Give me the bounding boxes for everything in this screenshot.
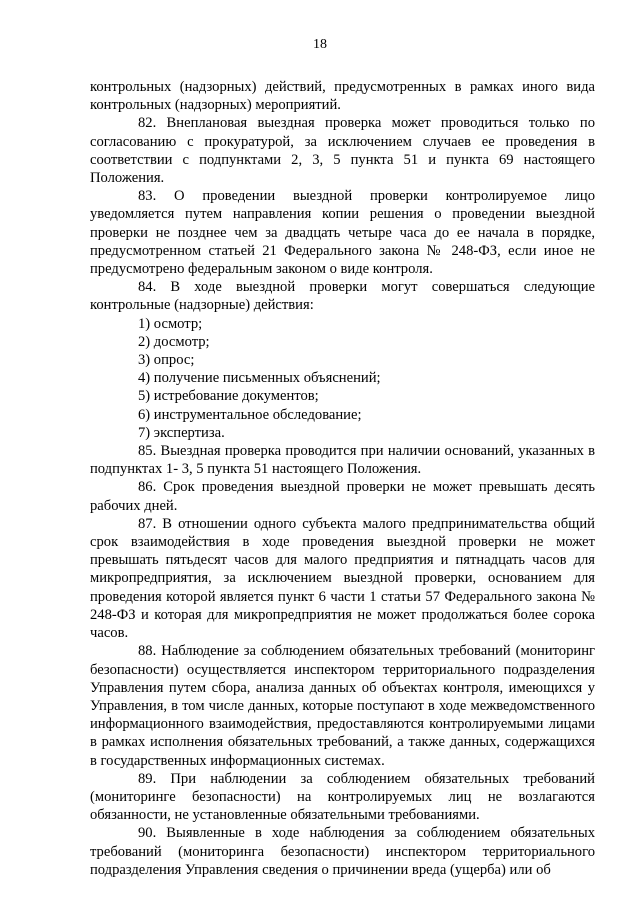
list-item: 7) экспертиза. bbox=[138, 424, 225, 441]
paragraph: 85. Выездная проверка проводится при наличии оснований, указанных в подпунктах 1- 3, 5 пункта 51 настоящего Положения. bbox=[90, 443, 595, 478]
paragraph: 83. О проведении выездной проверки контролируемое лицо уведомляется путем направления копии решения о проведении выездной проверки не позднее чем за двадцать четыре часа до ее начала в порядке, предусмотренном статьей 21 Федерального закона № 248-ФЗ, если иное не предусмотрено федеральным законом о виде контроля. bbox=[90, 188, 595, 278]
list-item: 6) инструментальное обследование; bbox=[138, 406, 362, 423]
document-body bbox=[90, 78, 595, 879]
list-item: 1) осмотр; bbox=[138, 315, 203, 332]
paragraph: 90. Выявленные в ходе наблюдения за соблюдением обязательных требований (мониторинга безопасности) инспектором территориального подразделения Управления сведения о причинении вреда (ущерба) или об bbox=[90, 825, 595, 878]
paragraph: 87. В отношении одного субъекта малого предпринимательства общий срок взаимодействия в ходе проведения выездной проверки не может превышать пятьдесят часов для малого предприятия и пятнадцать часов для микропредприятия, за исключением выездной проверки, основанием для проведения которой является пункт 6 части 1 статьи 57 Федерального закона № 248-ФЗ и которая для микропредприятия не может продолжаться более сорока часов. bbox=[90, 515, 595, 642]
paragraph: 89. При наблюдении за соблюдением обязательных требований (мониторинге безопасности) на контролируемых лиц не возлагаются обязанности, не установленные обязательными требованиями. bbox=[90, 770, 595, 824]
list-item: 4) получение письменных объяснений; bbox=[138, 370, 381, 387]
paragraph: 88. Наблюдение за соблюдением обязательных требований (мониторинг безопасности) осуществляется инспектором территориального подразделения Управления путем сбора, анализа данных об объектах контроля, имеющихся у Управления, в том числе данных, которые поступают в ходе межведомственного информационного взаимодействия, предоставляются контролируемыми лицами в рамках исполнения обязательных требований, а также данных, содержащихся в государственных информационных системах. bbox=[90, 643, 595, 769]
paragraph: 86. Срок проведения выездной проверки не может превышать десять рабочих дней. bbox=[90, 479, 595, 514]
list-item: 3) опрос; bbox=[138, 352, 195, 369]
page-number: 18 bbox=[313, 37, 327, 52]
list-item: 2) досмотр; bbox=[138, 333, 210, 350]
paragraph: 84. В ходе выездной проверки могут совершаться следующие контрольные (надзорные) действия: bbox=[90, 279, 595, 314]
list-item: 5) истребование документов; bbox=[138, 388, 319, 405]
paragraph: контрольных (надзорных) действий, предусмотренных в рамках иного вида контрольных (надзорных) мероприятий. bbox=[90, 79, 595, 114]
paragraph: 82. Внеплановая выездная проверка может проводиться только по согласованию с прокуратурой, за исключением случаев ее проведения в соответствии с подпунктами 2, 3, 5 пункта 51 и пункта 69 настоящего Положения. bbox=[90, 115, 595, 187]
